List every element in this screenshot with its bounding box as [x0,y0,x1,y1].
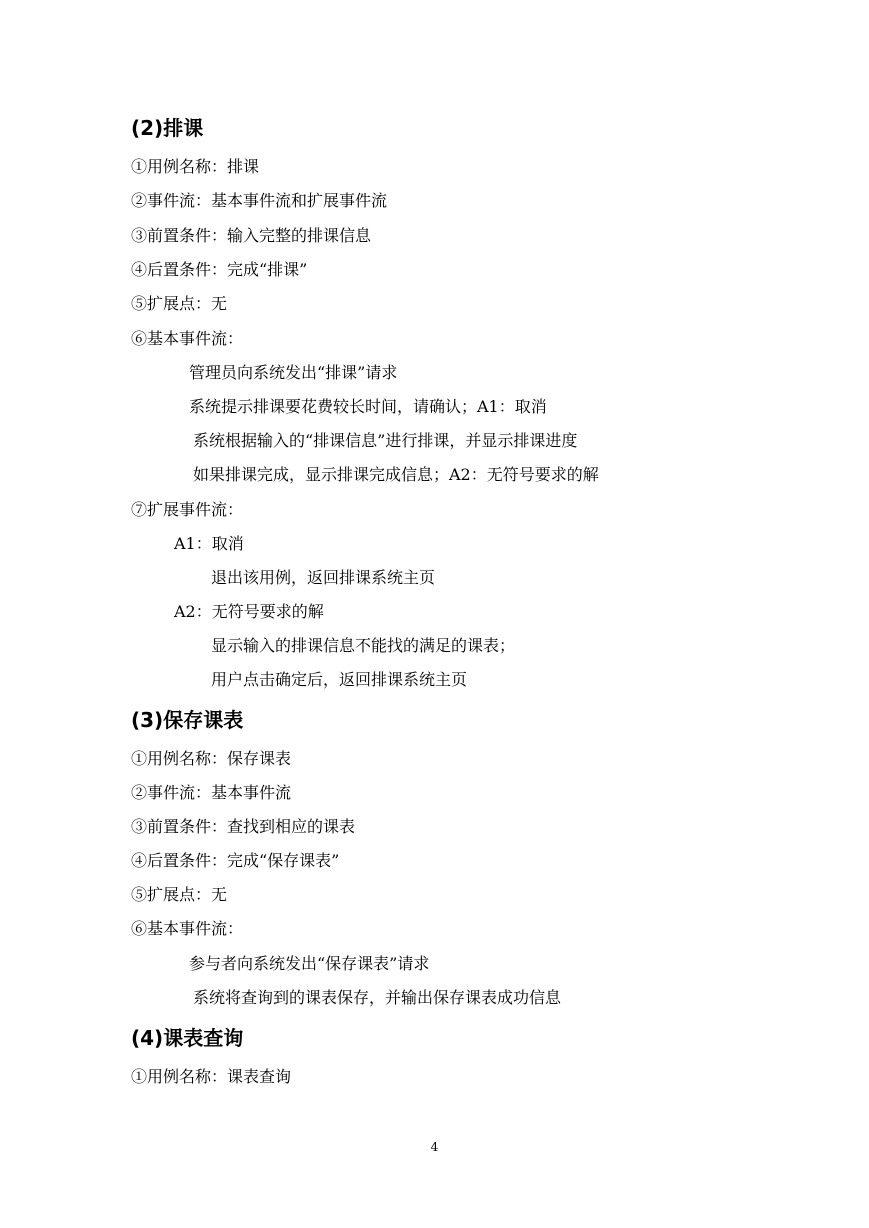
section-2-basic-flow-3: 系统根据输入的“排课信息”进行排课，并显示排课进度 [193,431,578,450]
page-number: 4 [430,1140,439,1154]
section-4-heading: (4)课表查询 [131,1026,244,1050]
section-3-basic-flow-2: 系统将查询到的课表保存，并输出保存课表成功信息 [193,988,562,1007]
section-2-basic-flow-2: 系统提示排课要花费较长时间，请确认；A1：取消 [189,397,547,416]
section-2-item-2: ②事件流：基本事件流和扩展事件流 [131,191,388,210]
section-3-heading: (3)保存课表 [131,708,244,732]
section-2-ext-a1-detail: 退出该用例，返回排课系统主页 [211,568,436,587]
section-2-ext-a1-label: A1：取消 [174,534,244,553]
section-3-item-4: ④后置条件：完成“保存课表” [131,851,340,870]
section-3-item-6: ⑥基本事件流： [131,919,244,938]
section-2-item-3: ③前置条件：输入完整的排课信息 [131,226,372,245]
section-2-ext-heading: ⑦扩展事件流： [131,500,244,519]
section-2-heading: (2)排课 [131,116,204,140]
section-2-ext-a2-label: A2：无符号要求的解 [174,602,324,621]
section-2-item-6: ⑥基本事件流： [131,329,244,348]
section-2-ext-a2-detail-2: 用户点击确定后，返回排课系统主页 [211,670,468,689]
section-2-item-1: ①用例名称：排课 [131,157,260,176]
section-2-basic-flow-4: 如果排课完成，显示排课完成信息；A2：无符号要求的解 [193,465,599,484]
section-2-item-5: ⑤扩展点：无 [131,294,228,313]
section-4-item-1: ①用例名称：课表查询 [131,1067,292,1086]
section-2-basic-flow-1: 管理员向系统发出“排课”请求 [189,363,398,382]
section-3-basic-flow-1: 参与者向系统发出“保存课表”请求 [189,954,430,973]
section-2-ext-a2-detail-1: 显示输入的排课信息不能找的满足的课表； [211,636,516,655]
section-2-item-4: ④后置条件：完成“排课” [131,260,308,279]
section-3-item-1: ①用例名称：保存课表 [131,749,292,768]
section-3-item-5: ⑤扩展点：无 [131,885,228,904]
section-3-item-2: ②事件流：基本事件流 [131,783,292,802]
section-3-item-3: ③前置条件：查找到相应的课表 [131,817,356,836]
